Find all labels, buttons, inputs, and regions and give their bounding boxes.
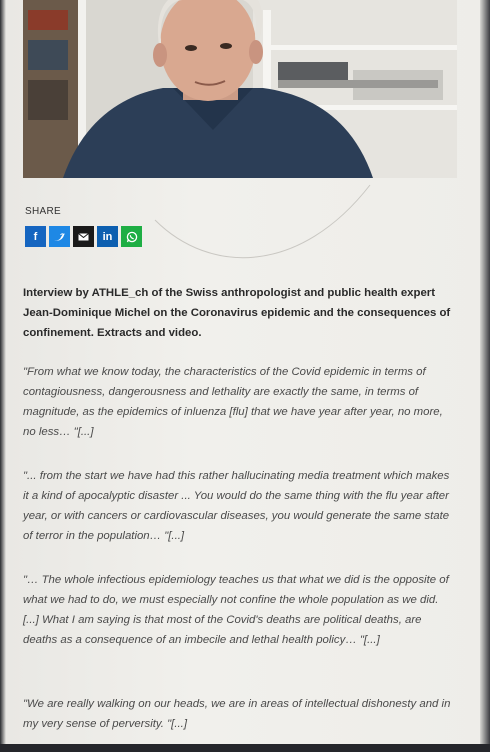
facebook-share-button[interactable]	[25, 226, 46, 247]
linkedin-icon: in	[102, 230, 113, 243]
portrait-image	[23, 0, 457, 178]
twitter-share-button[interactable]	[49, 226, 70, 247]
email-share-button[interactable]	[73, 226, 94, 247]
decorative-arc	[150, 180, 390, 280]
quote-paragraph: "... from the start we have had this rather hallucinating media treatment which makes it a kind of apocalyptic disaster ... You would do the same thing with the flu year after year, or with cancers or cardiovascular diseases, you would generate the same state of terror in the population… "[...]	[23, 470, 450, 542]
article-intro: Interview by ATHLE_ch of the Swiss anthropologist and public health expert Jean-Dominique Michel on the Coronavirus epidemic and the consequences of confinement. Extracts and video.	[23, 287, 451, 339]
envelope-icon	[78, 233, 89, 241]
quote-paragraph: "We are really walking on our heads, we are in areas of intellectual dishonesty and in my very sense of perversity. "[...]	[23, 698, 451, 730]
whatsapp-share-button[interactable]	[121, 226, 142, 247]
quote-paragraph: "From what we know today, the characteristics of the Covid epidemic in terms of contagiousness, dangerousness and lethality are exactly the same, in terms of magnitude, as the epidemics of inluenza [flu] that we have year after year, no more, no less… "[...]	[23, 366, 443, 438]
linkedin-share-button[interactable]	[97, 226, 118, 247]
twitter-icon	[54, 232, 65, 242]
facebook-icon: f	[33, 230, 38, 243]
screen-bezel-bottom	[0, 744, 490, 752]
share-label: SHARE	[25, 206, 61, 217]
share-buttons	[25, 226, 142, 247]
whatsapp-icon	[126, 231, 138, 243]
quote-paragraph: "… The whole infectious epidemiology teaches us that what we did is the opposite of what we had to do, we must especially not confine the whole population as we did. [...] What I am saying is that most of the Covid's deaths are political deaths, are deaths as a consequence of an imbecile and lethal health policy… "[...]	[23, 574, 449, 646]
screen-bezel-right	[480, 0, 490, 752]
article-photo	[23, 0, 457, 178]
